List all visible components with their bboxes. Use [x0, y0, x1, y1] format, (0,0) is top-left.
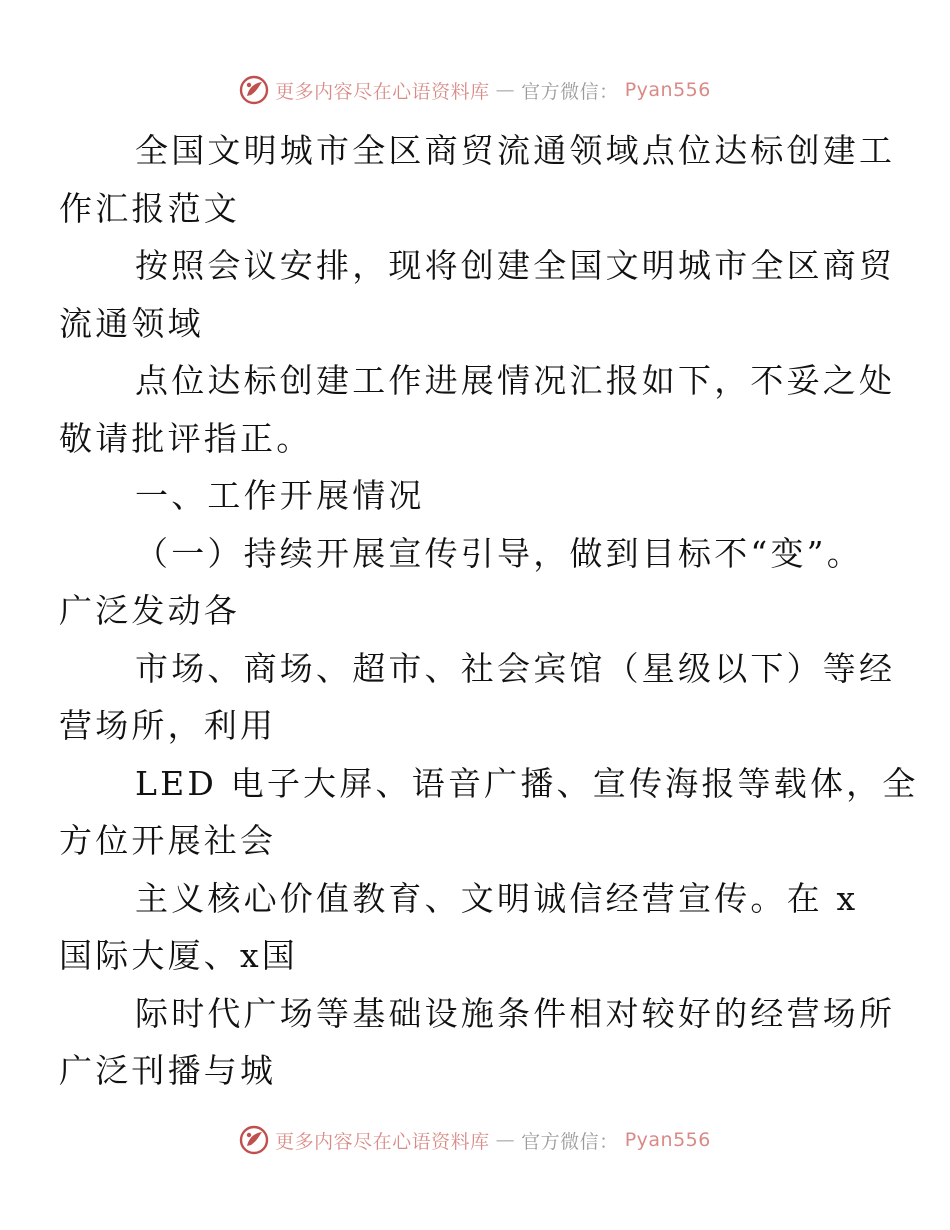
- paragraph-intro-cont: [59, 352, 896, 467]
- paragraph-body: [59, 755, 919, 870]
- paragraph-body: [59, 985, 896, 1100]
- watermark-wechat-label: 官方微信：: [521, 1130, 619, 1153]
- text-line: 作汇报范文: [59, 188, 240, 228]
- text-line: 流通领域: [59, 303, 204, 343]
- text-line: 国际大厦、x国: [59, 936, 299, 975]
- watermark-wechat-id: Pyan556: [624, 1129, 711, 1151]
- text-line: 广泛刊播与城: [59, 1051, 277, 1090]
- header-watermark: [0, 70, 950, 110]
- watermark-separator: —: [495, 1129, 516, 1151]
- text-line: 敬请批评指正。: [59, 418, 313, 458]
- text-line: 全国文明城市全区商贸流通领域点位达标创建工: [135, 131, 896, 170]
- text-line: 点位达标创建工作进展情况汇报如下，不妥之处: [135, 361, 896, 400]
- watermark-wechat-label: 官方微信：: [521, 80, 619, 103]
- text-line: 广泛发动各: [59, 591, 240, 630]
- paragraph-body: [59, 640, 896, 755]
- text-line: 市场、商场、超市、社会宾馆（星级以下）等经: [135, 648, 896, 688]
- footer-watermark: [0, 1120, 950, 1160]
- text-line: 方位开展社会: [59, 821, 277, 860]
- section-heading: [97, 467, 857, 525]
- paragraph-intro: [59, 237, 896, 352]
- text-line: 按照会议安排，现将创建全国文明城市全区商贸: [135, 246, 896, 285]
- text-line: 际时代广场等基础设施条件相对较好的经营场所: [135, 993, 896, 1033]
- text-line: LED 电子大屏、语音广播、宣传海报等载体，全: [135, 763, 919, 803]
- document-title: [59, 122, 896, 237]
- text-line: 营场所，利用: [59, 706, 277, 745]
- watermark-separator: —: [495, 79, 516, 101]
- document-body: [59, 122, 919, 1100]
- text-line: 一、工作开展情况: [135, 476, 425, 515]
- watermark-brand-text: 更多内容尽在心语资料库: [275, 1130, 490, 1153]
- brand-logo-icon: [239, 75, 269, 105]
- paragraph-body: [59, 870, 859, 985]
- text-line: 主义核心价值教育、文明诚信经营宣传。在 x: [135, 878, 859, 918]
- watermark-wechat-id: Pyan556: [624, 79, 711, 101]
- text-line: （一）持续开展宣传引导，做到目标不“变”。: [135, 533, 863, 573]
- brand-logo-icon: [239, 1125, 269, 1155]
- watermark-brand-text: 更多内容尽在心语资料库: [275, 80, 490, 103]
- subsection-heading: [59, 525, 863, 640]
